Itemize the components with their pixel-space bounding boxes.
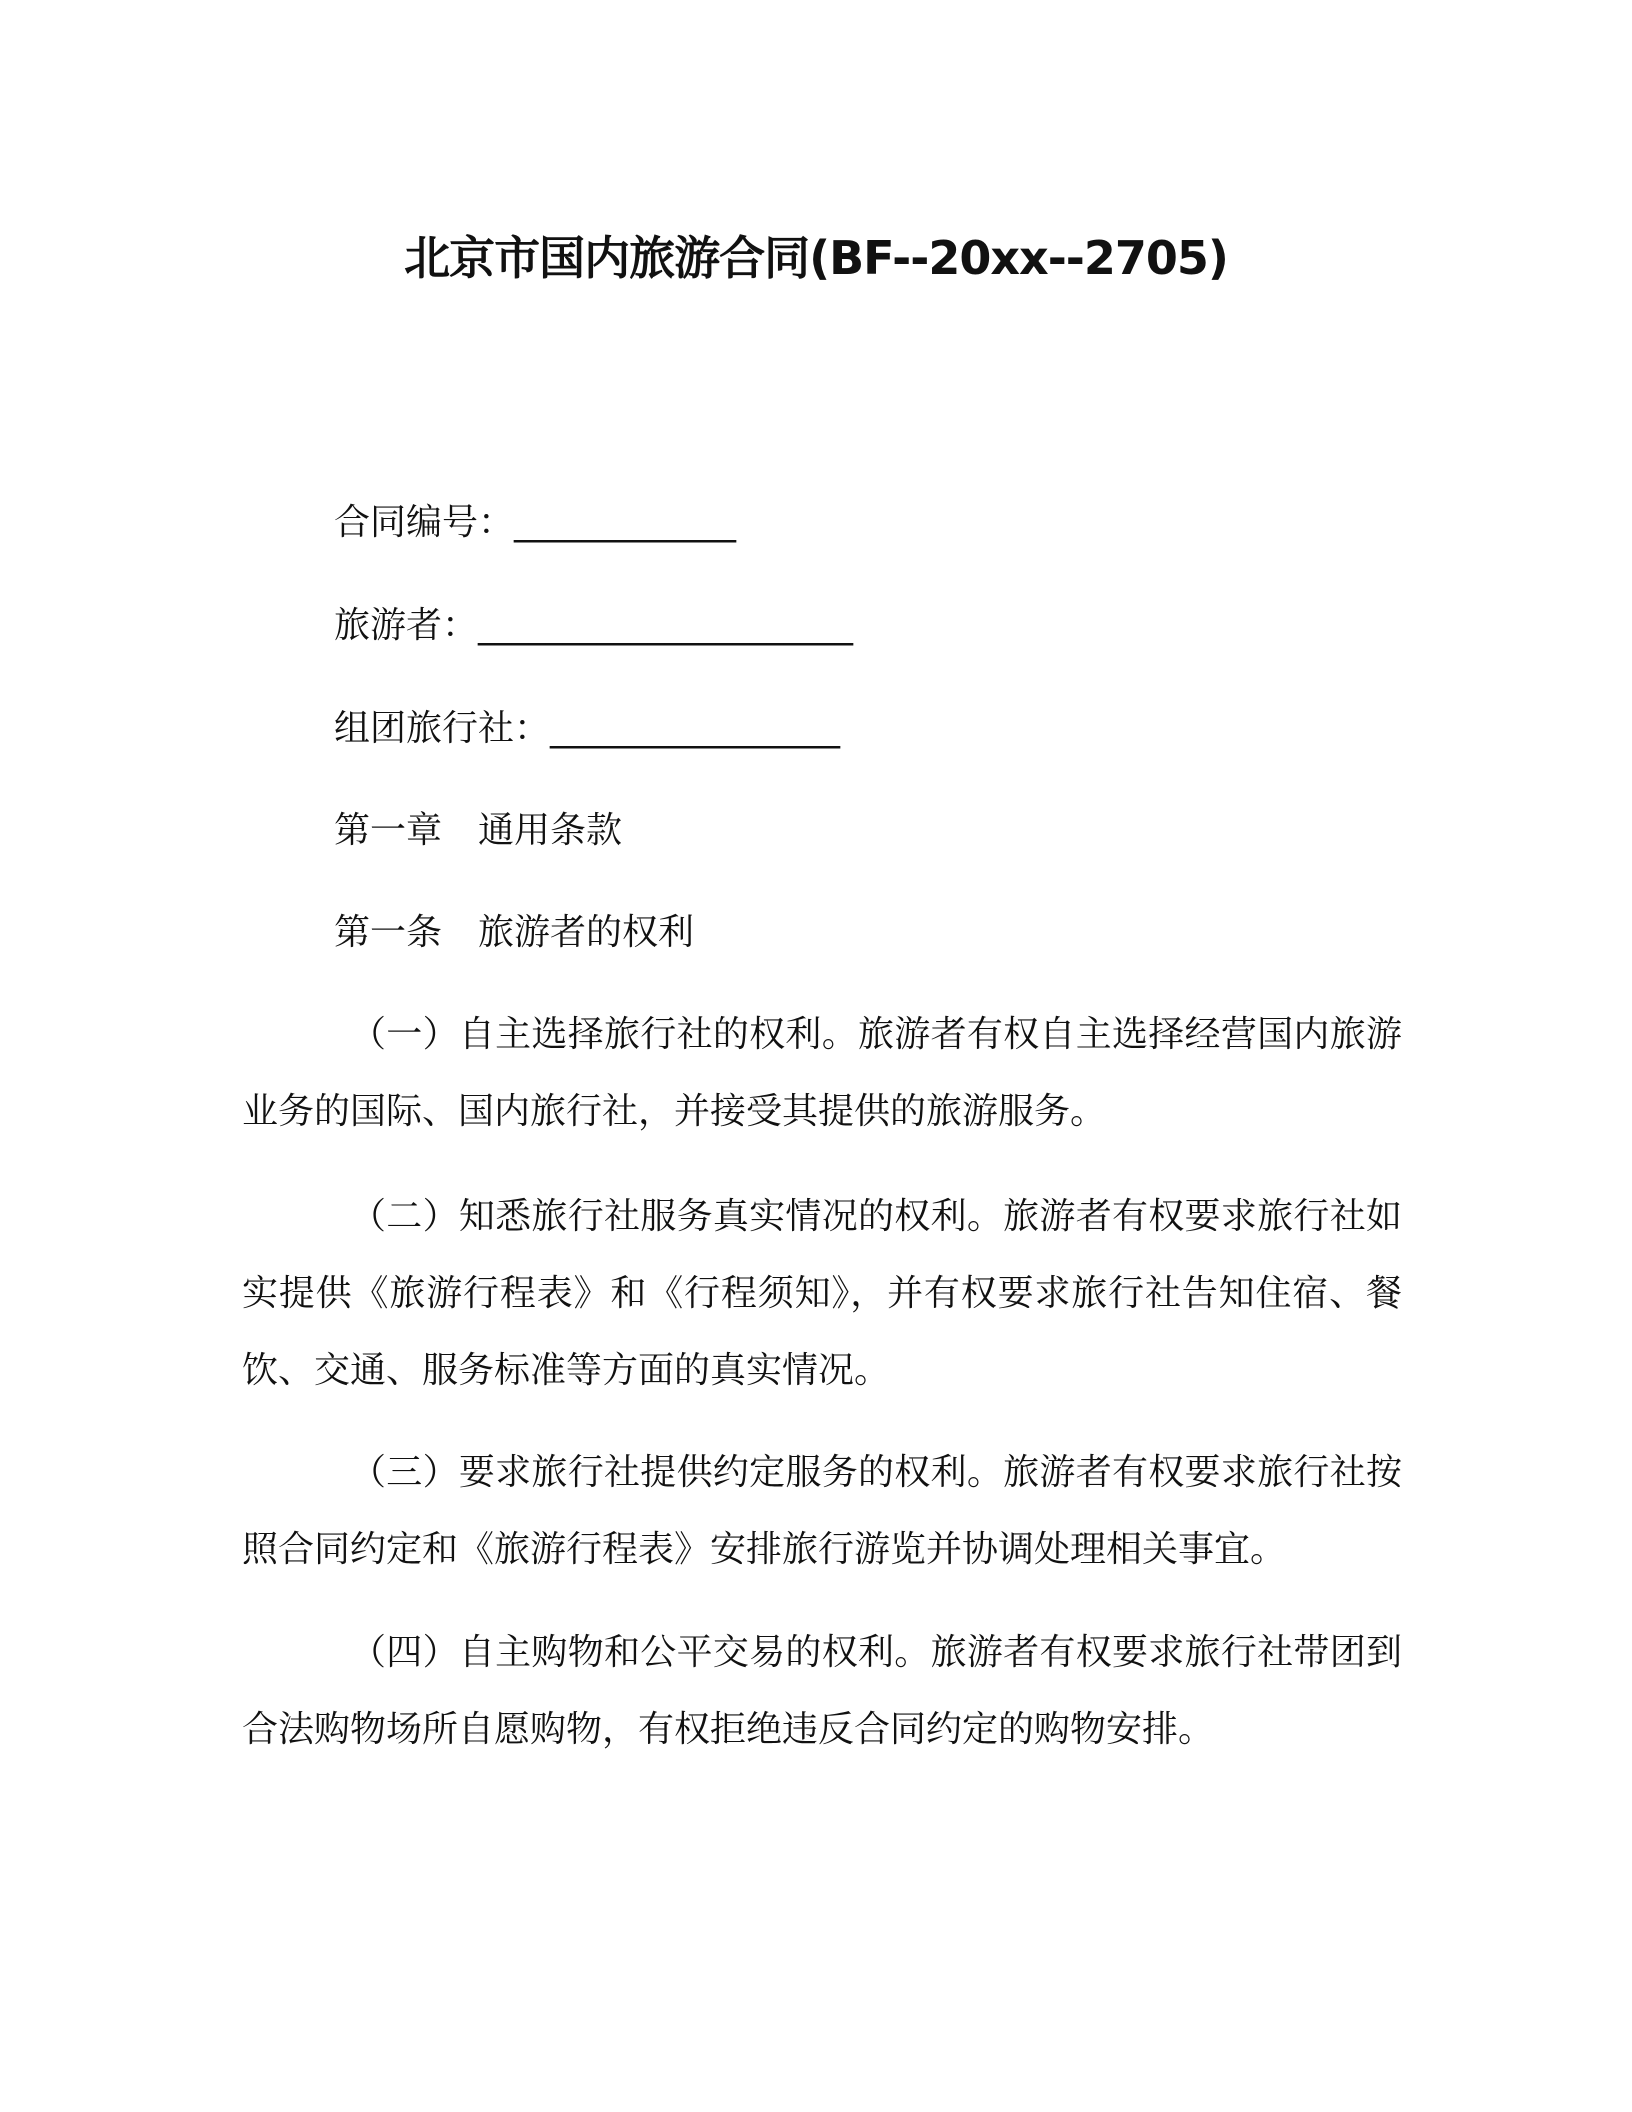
traveler-field [334,597,852,648]
paragraph-1: （一）自主选择旅行社的权利。旅游者有权自主选择经营国内旅游业务的国际、国内旅行社，并接受其提供的旅游服务。 [242,1014,1402,1132]
document-title: 北京市国内旅游合同(BF--20xx--2705) [404,231,1228,285]
contract-number-field [334,494,735,545]
travel-agency-blank: _________________ [550,708,840,749]
traveler-blank: ______________________ [478,605,853,646]
contract-number-blank: _____________ [514,502,736,543]
chapter-heading: 第一章 通用条款 [334,810,623,851]
contract-number-label: 合同编号： [334,502,515,543]
traveler-label: 旅游者： [334,605,479,646]
article-heading: 第一条 旅游者的权利 [334,912,695,953]
travel-agency-label: 组团旅行社： [334,708,551,749]
paragraph-4: （四）自主购物和公平交易的权利。旅游者有权要求旅行社带团到合法购物场所自愿购物，有权拒绝违反合同约定的购物安排。 [242,1632,1402,1750]
paragraph-2: （二）知悉旅行社服务真实情况的权利。旅游者有权要求旅行社如实提供《旅游行程表》和《行程须知》，并有权要求旅行社告知住宿、餐饮、交通、服务标准等方面的真实情况。 [242,1196,1402,1391]
paragraph-3: （三）要求旅行社提供约定服务的权利。旅游者有权要求旅行社按照合同约定和《旅游行程表》安排旅行游览并协调处理相关事宜。 [242,1452,1402,1570]
travel-agency-field [334,700,839,751]
